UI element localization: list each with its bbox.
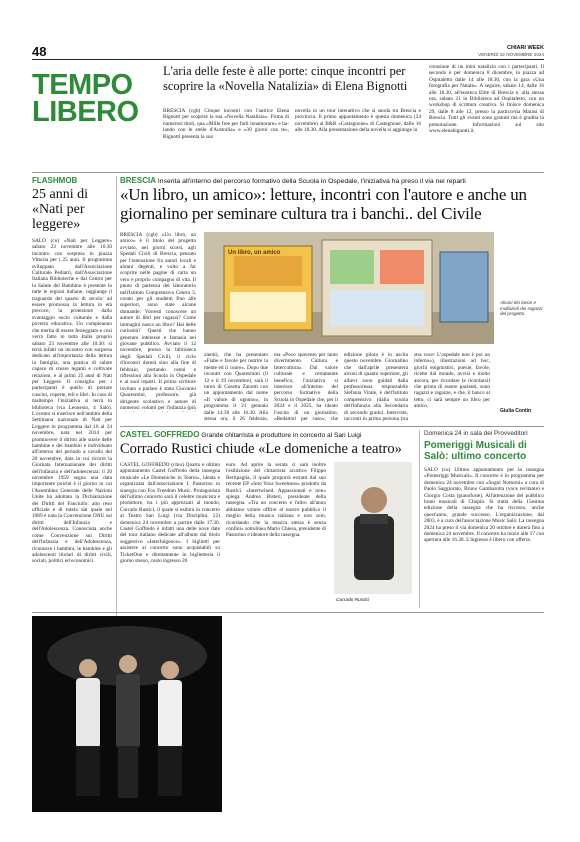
divider-middle: [120, 426, 544, 427]
sidebar-vertical-rule: [116, 176, 117, 666]
top-article-col3: creazione di un mini natalizio con i partecipanti. Il secondo è per domenica 8 dicembre, in piazza ad Ospitaletto dalle 14 alle 18.30, con la gara «Una fotografia per Natale». A seguire, sabato 14, dalle 16 alle 18.30, all'enoteca Elite di Brescia e, alla stessa ora, sabato 21 in Biblioteca ad Ospitaletto, con un workshop di scrittura creativa. Si finisce domenica 29, dalle 8 alle 12, presso la pasticceria Marasi di Brescia. Tutti gli eventi sono gratuiti ma è gradita la prenotazione. Informazioni sul sito www.elenabignotti.it.: [429, 64, 544, 135]
corrado-headline: Corrado Rustici chiude «Le domeniche a teatro»: [120, 441, 402, 457]
corrado-kicker: [120, 430, 420, 439]
main-col5: stra voce: L'ospedale non è poi un inferno»), illustrazioni ad hoc, giochi enigmistici, poesie, favole, ricette dal mondo, avvisi e molto ancora, per ricordare (e ricordarsi) che prima di essere pazienti, sono ragazzi e ragazze, e che, il banco al letto, ci sarà sempre un libro per amico.: [414, 352, 490, 410]
divider-bottom: [32, 612, 544, 613]
section-title-line2: LIBERO: [32, 96, 139, 128]
bambine-col1: [228, 668, 382, 810]
corrado-photo-drawing: [334, 462, 412, 594]
main-col3: ma «Poco spavento per tanto divertimento. Cultura e Intercultura». Dal valore culturale e certamente benefico, l'iniziativa si inserisce all'interno del percorso formativo della Scuola in Ospedale che, per il 2024 e il 2025, ha ideato l'uscita di un giornalino, «Redattori per caso», che: [274, 352, 338, 422]
bambine-photo-drawing: [32, 616, 222, 812]
masthead-rule: [32, 59, 544, 60]
section-title-line1: TEMPO: [32, 69, 133, 101]
corrado-col2: euro. Ad aprire la serata ci sarà inoltre l'esibizione del chitarrista acustico Filippo Bertipaglia, il quale proporrà estratti dal suo recente EP «Into Your Sweetness» prodotto da Rustici. «Intertwined. Appassionati e non» spiega Andrea Bisteri, presidente della rassegna. «Tra un concerto e l'altro all'anno abbiamo voluto offrire al nostro pubblico il meglio della musica italiana e non solo, ricordando che la musica stessa è senza confini» sottolinea Mario Chiesa, presidente di Pastorino e ideatore della rassegna.: [226, 462, 326, 539]
pomeriggi-headline: Pomeriggi Musicali di Salò: ultimo concerto: [424, 440, 527, 462]
page-number: 48: [32, 44, 47, 59]
main-photo-credit: Giulia Contin: [500, 408, 532, 414]
pomeriggi-body: SALÒ (cu) Ultimo appuntamento per la rassegna «Pomeriggi Musicali». Il concerto è in programma per domenica 24 novembre con «Sogni Notturni» a cura di Paolo Saggiorato, Bruno Gambarotta (voce recitante) e Giorgio Costa (pianoforte). All'attenzione del pubblico brani musicali di Chopin. Si tratta della 15esima edizione della rassegna che ha riscosso, anche quest'anno, grande successo. L'organizzazione, dal 2003, è a cura dell'associazione Music Salò. La rassegna 2024 ha preso il via domenica 20 ottobre e durerà fino a domenica 24 novembre. Il concerto ha inizio alle 17 con apertura alle 16.30. L'ingresso è libero con offerta.: [424, 467, 544, 544]
main-kicker-text: Inserita all'interno del percorso formativo della Scuola in Ospedale, l'iniziativa ha preso il via nei reparti: [157, 178, 466, 185]
top-article-col1: BRESCIA (cgb) Cinque incontri con l'autrice Elena Bignotti per scoprire la sua «Novella Natalizia». Firma di numerosi titoli, qua «Mille free per farti innamorare» e ba-lando con le stelle d'Australia» e «30 giorni con te», Bignotti presenta la sua: [163, 108, 289, 140]
main-headline: «Un libro, un amico»: letture, incontri con l'autore e anche un giornalino per seminare cultura tra i banchi.. del Civile: [120, 185, 527, 223]
corrado-kicker-place: CASTEL GOFFREDO: [120, 430, 200, 439]
book-cover-title: Un libro, un amico: [228, 250, 281, 256]
divider-top: [32, 172, 544, 173]
main-col1: BRESCIA (cgb) «Un libro, un amico» è il titolo del progetto avviato, nei giorni scorsi, agli Spedali Civili di Brescia, pensato per l'interazione fra autori locali e alunni degenti, e volto a far scoprire nelle pagine di carta un vero e proprio compagno di vita. Il punto di partenza del laboratorio nell'Istituto Comprensivo Centro 3, creato per gli studenti fino alle superiori, sono state alcune domande: Vorresti conoscere un autore di libri per ragazzi? Come immagini nasca un libro? Hai delle curiosità? Questi che hanno generato interesse e fantasia nei giovane pubblico. Avviato il 12 novembre, presso la biblioteca degli Spedali Civili, il ciclo d'incontri durerà sino alla fine di febbraio, portando cenni e riflessioni alla Scuola in Ospedale e ai suoi reparti. Il primo scrittore invitato a parlare è stato Giovanni Quaresmini, professore, già dirigente scolastico e autore di numerosi volumi per l'infanzia (più: [120, 232, 196, 411]
main-kicker: [120, 176, 544, 185]
corrado-photo: [334, 462, 412, 594]
main-photo: [204, 232, 494, 344]
corrado-col1: CASTEL GOFFREDO (cmu) Quarto e ultimo appuntamento Castel Goffredo della rassegna musicale «Le Domeniche in Teatro», ideata e organizzata dall'associazione I. Pastorino in sinergia con Fox Freedom Music. Protagonista dell'ultimo concerto sarà il celebre musicista e produttore, tra i più apprezzati al mondo, Corrado Rustici, il quale si esibirà in concerto al Teatro San Luigi (via Disciplini, 22) domenica 24 novembre a partire dalle 17.30. Castel Goffredo è infatti una delle nove date del tour italiano dedicate all'album dal titolo suggestivo «Interfulgence». I biglietti per assistere al concerto sono acquistabili su TicketOne e direttamente in biglietteria il giorno stesso, costo ingresso 20: [120, 462, 220, 565]
main-photo-caption: Alcuni dei lavori e mollazioli dei ragazzi del progetto: [500, 300, 543, 317]
corrado-kicker-text: Grande chitarrista e produttore in concerto al San Luigi: [201, 432, 362, 439]
bambine-photo: [32, 616, 222, 812]
main-col2: zienti), che ha presentato «Fiabe e favole per nutrire la mente ed il cuore». Dopo due incontri con Quaresmini (il 12 e il 19 novembre), sarà il turno di Cosetta Zanotti con un appuntamento dal nome «Il valore di ognuno», in programma il 21 gennaio dalle 14.30 alle 16.30. Alla stessa ora, il 26 febbraio,: [204, 352, 268, 422]
section-title: [32, 69, 152, 128]
flashmob-article: [32, 176, 112, 656]
pomeriggi-kicker: Domenica 24 in sala dei Provveditori: [424, 430, 528, 437]
flashmob-kicker: FLASHMOB: [32, 176, 78, 185]
flashmob-body: SALÒ (cu) «Nati per Leggere» sabato 23 novembre alle 10.30 incontro con sorpresa in piazza Vittoria per i 25 anni. Il programma sviluppato dall'Associazione Culturale Pediatri, dall'Associazione Italiana Biblioteche e dal Centro per la Salute del Bambino è presente in tutte le regioni italiane, raggiunge il traguardo del quarto di secolo: ad essere promossa la lettura in età precoce, la protezione dallo svantaggio socio culturale e dalla povertà educativa. Un compleanno che merita di essere festeggiato e così verrà fatto in tutta Italia proprio sabato 23 novembre alle 10.30: si terrà infatti un incontro con sorpresa dedicato all'importanza della lettura in famiglia, una pratica di salute capace di creare legami e coltivare relazioni, e ai primi 25 anni di Nati per Leggere. Il consiglio per i partecipanti è quello di portare cuscini, coperte, teli e libri. In caso di maltempo l'iniziativa si terrà in biblioteca (via Leonesio, 4 Salò). L'evento si inserisce nell'ambito della Settimana nazionale di Nati per Leggere in programma dal 16 al 24 novembre, nata nel 2014 per promuovere il diritto alle storie delle bambine e dei bambini e individuato all'interno del periodo a cavallo del 20 novembre, data in cui ricorre la Giornata Internazionale dei diritti dell'infanzia e dell'adolescenza: il 20 novembre 1959 segna una data importante poiché è il giorno in cui l'Assemblea Generale delle Nazioni Unite ha adottato la Dichiarazione dei Diritti del Fanciullo: atto reso ufficiale e di tutela dal quale nel 1989 è nata la Convenzione ONU sui diritti dell'Infanzia e dell'Adolescenza. Conosciuta anche come Convenzione sui Diritti dell'Infanzia e dell'Adolescenza, riconosce i bambini, le bambine e gli adolescenti titolari di diritti civili, sociali, politici ed economici.: [32, 238, 112, 565]
pomeriggi-article: [424, 430, 544, 610]
flashmob-headline: 25 anni di «Nati per leggere»: [32, 187, 88, 232]
bambine-col2: [390, 668, 544, 810]
main-col4: edizione pilota è in uscita questo novembre. Giornalino che dall'aprile presenterà alcuni di quanto superiore, gli allievi sono guidati dalla professoressa responsabile Stefania Vitale, è dell'Istituto comprensivo (dalla scuola dell'infanzia alla Secondaria di secondo grado). Interviste, racconti in prima persona (tra: [344, 352, 408, 422]
top-article-col2: novella in un tour interattivo che si snoda tra Brescia e provincia. Il primo appuntamento è questa domenica (24 novembre) al B&B «Castagnone» di Castegnone, dalle 16 alle 18.30. Alla presentazione della novella si aggiunge la: [295, 108, 421, 134]
main-photo-drawing: [204, 232, 494, 344]
pomeriggi-vertical-rule: [419, 430, 420, 608]
top-article: [163, 64, 544, 174]
main-kicker-place: BRESCIA: [120, 176, 157, 185]
top-article-headline: L'aria delle feste è alle porte: cinque incontri per scoprire la «Novella Natalizia» di Elena Bignotti: [163, 64, 408, 93]
corrado-photo-caption: Corrado Rustici: [336, 598, 370, 603]
issue-date: VENERDÌ 22 NOVEMBRE 2024: [478, 52, 544, 57]
paper-name: CHIARI WEEK: [507, 45, 544, 51]
